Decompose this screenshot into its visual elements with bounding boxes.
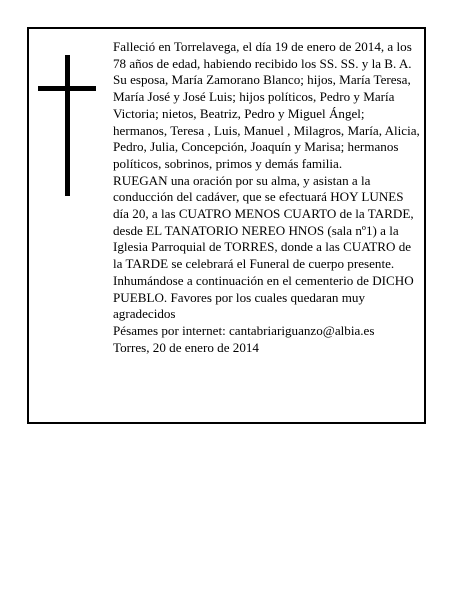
paragraph-death: Falleció en Torrelavega, el día 19 de enero de 2014, a los 78 años de edad, habiendo recibido los SS. SS. y la B. A. (113, 39, 412, 71)
paragraph-family: Su esposa, María Zamorano Blanco; hijos, María Teresa, María José y José Luis; hijos políticos, Pedro y María Victoria; nietos, Beatriz, Pedro y Miguel Ángel; hermanos, Teresa , Luis, Manuel , Milagros, María, Alicia, Pedro, Julia, Concepción, Joaquín y Marisa; hermanos políticos, sobrinos, primos y demás familia. (113, 72, 420, 171)
cross-icon-bar (38, 86, 96, 91)
paragraph-condolences: Pésames por internet: cantabriariguanzo@albia.es (113, 322, 375, 338)
paragraph-funeral: RUEGAN una oración por su alma, y asistan a la conducción del cadáver, que se efectuará HOY LUNES día 20, a las CUATRO MENOS CUARTO de la TARDE, desde EL TANATORIO NEREO HNOS (sala nº1) a la Iglesia Parroquial de TORRES, donde a las CUATRO de la TARDE se celebrará el Funeral de cuerpo presente. Inhumándose a continuación en el cementerio de DICHO PUEBLO. Favores por los cuales quedaran muy agradecidos (113, 172, 414, 322)
obituary-text (113, 39, 420, 356)
cross-icon (65, 55, 70, 196)
paragraph-place-date: Torres, 20 de enero de 2014 (113, 339, 259, 355)
